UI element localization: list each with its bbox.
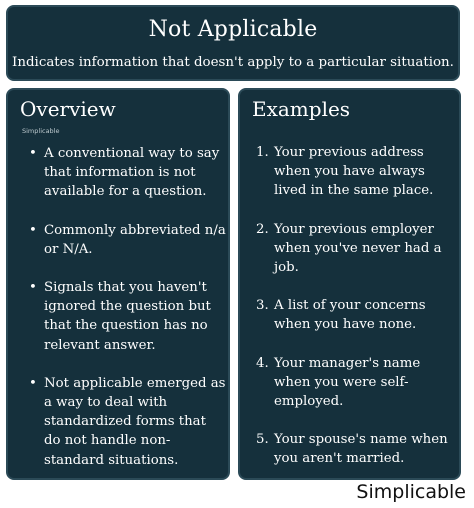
example-item-text: Your previous address when you have always lived in the same place. [274, 145, 434, 199]
overview-item [26, 278, 226, 355]
example-number: 3. [256, 298, 269, 314]
example-item-text: A list of your concerns when you have none. [274, 298, 426, 333]
bullet-icon: • [29, 222, 37, 238]
overview-list [26, 144, 226, 489]
example-item-text: Your manager's name when you were self-employed. [274, 355, 421, 410]
bullet-icon: • [29, 146, 37, 161]
example-item [256, 143, 456, 201]
overview-item-text: Commonly abbreviated n/a or N/A. [44, 222, 226, 257]
examples-card [238, 88, 461, 480]
bullet-icon: • [29, 375, 37, 391]
overview-card [6, 88, 230, 480]
overview-title: Overview [20, 97, 116, 121]
example-item [256, 430, 456, 468]
page-title: Not Applicable [148, 17, 318, 42]
overview-item-text: Not applicable emerged as a way to deal with standardized forms that do not handle non-standard situations. [44, 375, 226, 468]
examples-list [256, 143, 456, 488]
example-item [256, 354, 456, 412]
overview-item-text: A conventional way to say that information is not available for a question. [44, 146, 220, 200]
example-item-text: Your spouse's name when you aren't married. [274, 432, 448, 467]
brand-logo-text: Simplicable [356, 481, 466, 503]
example-item [256, 296, 456, 334]
example-number: 5. [256, 432, 269, 448]
header-panel [6, 5, 460, 81]
example-number: 1. [256, 145, 269, 160]
example-item-text: Your previous employer when you've never had a job. [274, 221, 442, 276]
examples-title: Examples [252, 97, 351, 121]
overview-item [26, 144, 226, 202]
example-item [256, 220, 456, 278]
overview-item-text: Signals that you haven't ignored the question but that the question has no relevant answer. [44, 280, 211, 353]
example-number: 4. [256, 355, 269, 371]
overview-item [26, 221, 226, 259]
watermark-text: Simplicable [22, 127, 60, 135]
example-number: 2. [256, 221, 269, 237]
bullet-icon: • [29, 280, 37, 296]
overview-item [26, 374, 226, 470]
page-subtitle: Indicates information that doesn't apply to a particular situation. [12, 55, 454, 70]
